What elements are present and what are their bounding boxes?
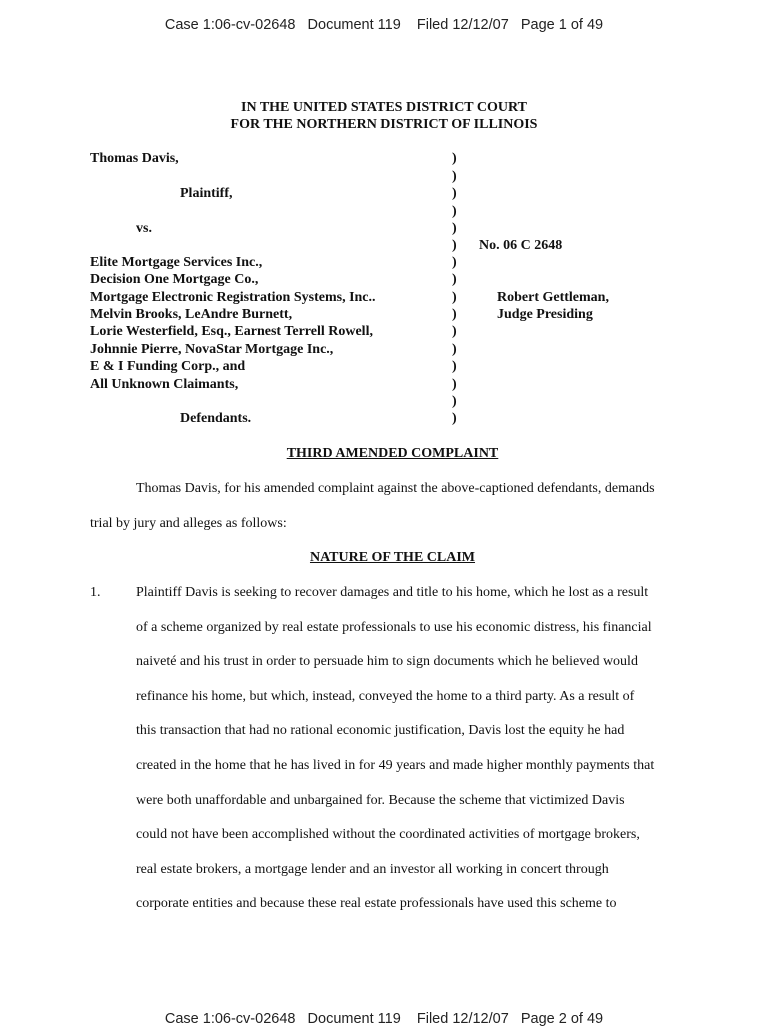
caption-paren: )	[452, 221, 457, 236]
defendant-name: All Unknown Claimants,	[90, 377, 239, 392]
case-number: No. 06 C 2648	[479, 238, 563, 253]
plaintiff-name: Thomas Davis,	[90, 151, 179, 166]
caption-paren: )	[452, 411, 457, 426]
paragraph-line: naiveté and his trust in order to persuade him to sign documents which he believed would	[136, 654, 638, 669]
defendants-label: Defendants.	[180, 411, 252, 426]
intro-line: trial by jury and alleges as follows:	[90, 516, 287, 531]
paragraph-line: could not have been accomplished without the coordinated activities of mortgage brokers,	[136, 827, 640, 842]
caption-paren: )	[452, 342, 457, 357]
next-page-header: Case 1:06-cv-02648 Document 119 Filed 12/12/07 Page 2 of 49	[164, 1011, 604, 1027]
caption-paren: )	[452, 324, 457, 339]
judge-title: Judge Presiding	[497, 307, 593, 322]
caption-paren: )	[452, 377, 457, 392]
paragraph-line: of a scheme organized by real estate professionals to use his economic distress, his financial	[136, 620, 652, 635]
caption-paren: )	[452, 307, 457, 322]
caption-paren: )	[452, 359, 457, 374]
intro-line: Thomas Davis, for his amended complaint against the above-captioned defendants, demands	[136, 481, 655, 496]
plaintiff-label: Plaintiff,	[180, 186, 233, 201]
court-district: FOR THE NORTHERN DISTRICT OF ILLINOIS	[230, 117, 538, 132]
caption-paren: )	[452, 255, 457, 270]
defendant-name: Elite Mortgage Services Inc.,	[90, 255, 263, 270]
paragraph-line: were both unaffordable and unbargained for. Because the scheme that victimized Davis	[136, 793, 625, 808]
caption-paren: )	[452, 290, 457, 305]
caption-paren: )	[452, 394, 457, 409]
paragraph-line: real estate brokers, a mortgage lender and an investor all working in concert through	[136, 862, 609, 877]
page-header: Case 1:06-cv-02648 Document 119 Filed 12/12/07 Page 1 of 49	[164, 17, 604, 33]
versus-label: vs.	[136, 221, 152, 236]
defendant-name: Mortgage Electronic Registration Systems, Inc..	[90, 290, 376, 305]
defendant-name: Melvin Brooks, LeAndre Burnett,	[90, 307, 293, 322]
caption-paren: )	[452, 238, 457, 253]
paragraph-line: corporate entities and because these real estate professionals have used this scheme to	[136, 896, 617, 911]
caption-paren: )	[452, 169, 457, 184]
paragraph-number: 1.	[90, 585, 101, 600]
judge-name: Robert Gettleman,	[497, 290, 609, 305]
section-heading: NATURE OF THE CLAIM	[309, 550, 476, 565]
paragraph-line: refinance his home, but which, instead, conveyed the home to a third party. As a result of	[136, 689, 635, 704]
defendant-name: Johnnie Pierre, NovaStar Mortgage Inc.,	[90, 342, 334, 357]
document-title: THIRD AMENDED COMPLAINT	[286, 446, 499, 461]
paragraph-line: this transaction that had no rational economic justification, Davis lost the equity he had	[136, 723, 625, 738]
defendant-name: E & I Funding Corp., and	[90, 359, 246, 374]
paragraph-line: Plaintiff Davis is seeking to recover damages and title to his home, which he lost as a result	[136, 585, 649, 600]
defendant-name: Lorie Westerfield, Esq., Earnest Terrell Rowell,	[90, 324, 373, 339]
caption-paren: )	[452, 151, 457, 166]
caption-paren: )	[452, 272, 457, 287]
caption-paren: )	[452, 186, 457, 201]
defendant-name: Decision One Mortgage Co.,	[90, 272, 259, 287]
caption-paren: )	[452, 204, 457, 219]
paragraph-line: created in the home that he has lived in for 49 years and made higher monthly payments that	[136, 758, 655, 773]
court-name: IN THE UNITED STATES DISTRICT COURT	[241, 100, 527, 115]
